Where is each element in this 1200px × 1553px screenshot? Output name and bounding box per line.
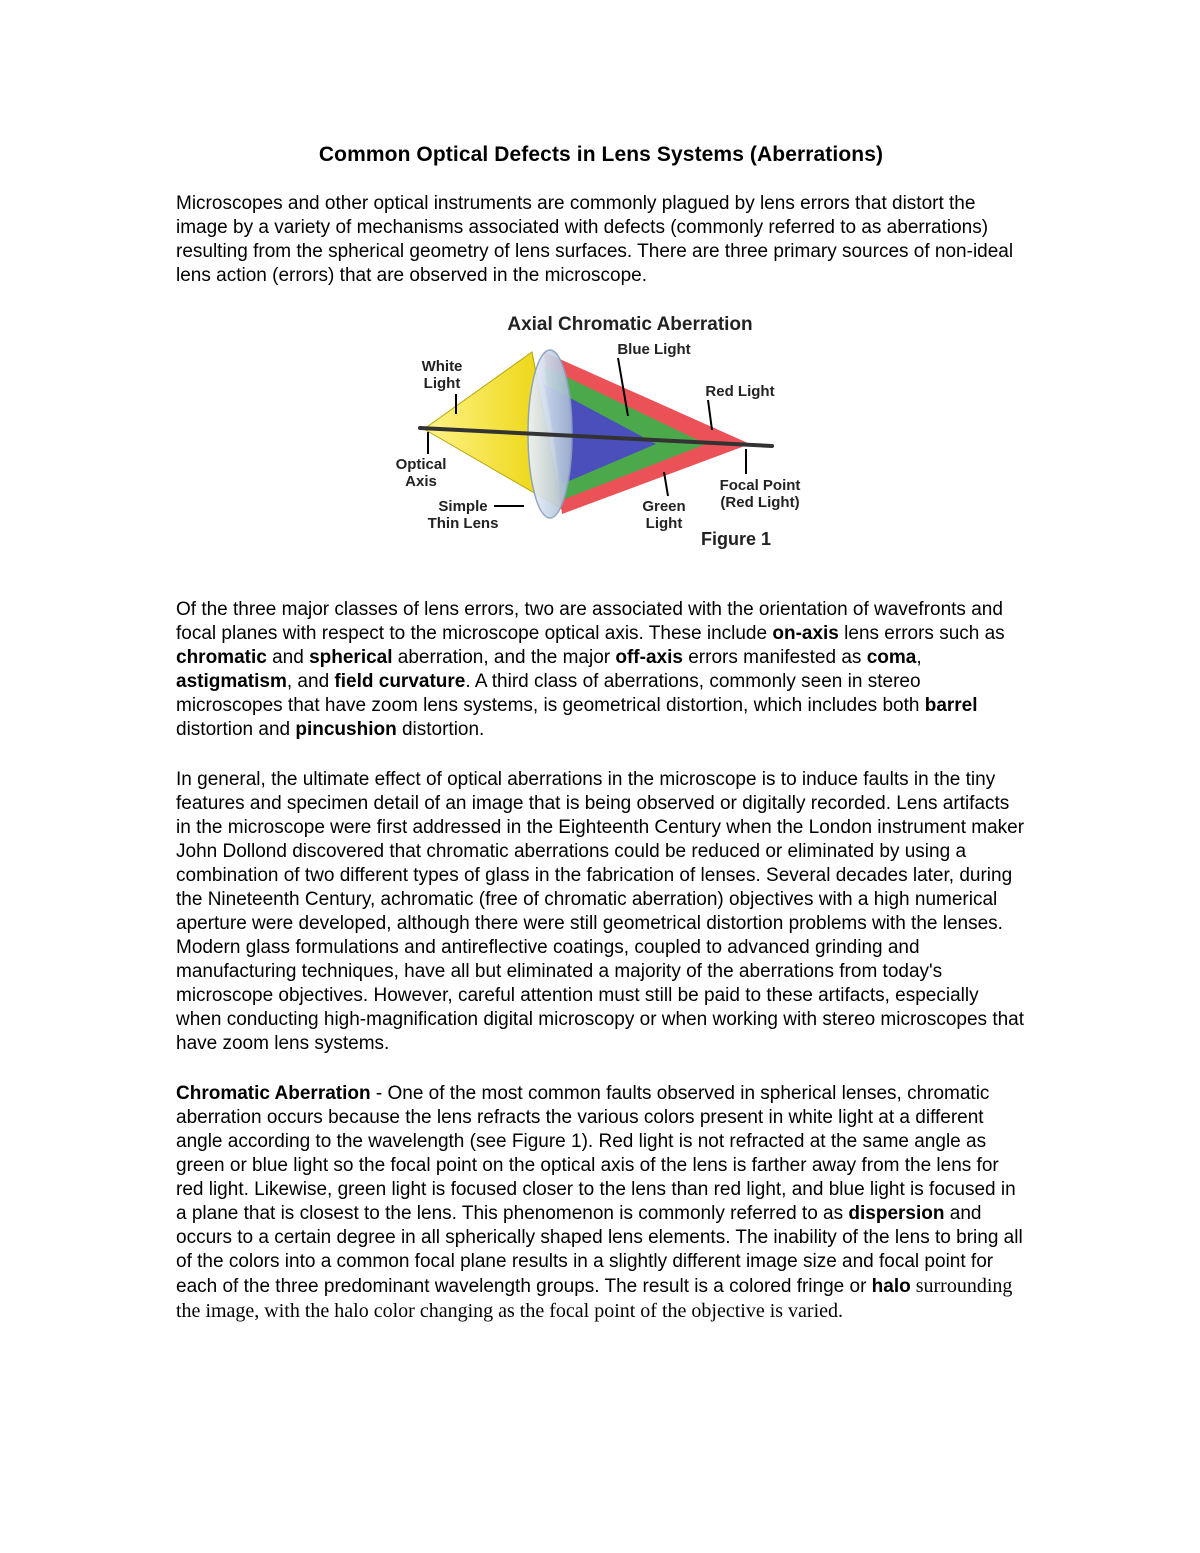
label-optical-axis-2: Axis: [405, 473, 437, 490]
label-white-light-1: White: [421, 358, 463, 375]
term-coma: coma: [866, 647, 917, 668]
term-chromatic: chromatic: [176, 647, 267, 668]
paragraph-chromatic-aberration: [176, 1082, 1026, 1324]
text: distortion and: [176, 719, 296, 740]
label-simple-lens-1: Simple: [438, 498, 488, 515]
text: image, with the halo color changing as the focal point of the objective is varied.: [200, 1300, 844, 1322]
text: lens errors such as: [838, 623, 1005, 644]
text: distortion.: [396, 719, 485, 740]
text: , and: [286, 671, 335, 692]
term-astigmatism: astigmatism: [176, 671, 287, 692]
label-green-light-1: Green: [642, 498, 686, 515]
text: and: [266, 647, 310, 668]
green-light-leader: [664, 472, 668, 496]
term-spherical: spherical: [309, 647, 393, 668]
spacer: [176, 1056, 1026, 1082]
term-dispersion: dispersion: [848, 1203, 945, 1224]
term-off-axis: off-axis: [615, 647, 683, 668]
term-on-axis: on-axis: [772, 623, 839, 644]
text: - One of the most common faults observed in spherical lenses, chromatic aberration occurs because the lens refracts the various colors present in white light at a different angle according to the wavelength (see Figure 1). Red light is not refracted at the same angle as green or blue light so the focal point on the optical axis of the lens is farther away from the lens for red light. Likewise, green light is focused closer to the lens than red light, and blue light is focused in a plane that is closest to the lens. This phenomenon is commonly referred to as: [176, 1083, 1016, 1224]
label-focal-point-1: Focal Point: [719, 477, 801, 494]
label-blue-light: Blue Light: [617, 341, 691, 358]
text: Of the three major classes of lens errors, two are associated with the orientation of wavefronts and focal planes with respect to the microscope optical axis. These include: [176, 599, 1003, 644]
document-title: Common Optical Defects in Lens Systems (Aberrations): [318, 143, 884, 166]
term-halo: halo: [871, 1276, 911, 1297]
label-white-light-2: Light: [423, 375, 461, 392]
text: . A third class of aberrations, commonly seen in stereo microscopes that have zoom lens systems, is geometrical distortion, which includes both: [176, 671, 925, 716]
red-light-leader: [708, 400, 712, 430]
label-green-light-2: Light: [645, 515, 683, 532]
paragraph-general-effect: In general, the ultimate effect of optical aberrations in the microscope is to induce faults in the tiny features and specimen detail of an image that is being observed or digitally recorded. Lens artifacts in the microscope were first addressed in the Eighteenth Century when the London instrument maker John Dollond discovered that chromatic aberrations could be reduced or eliminated by using a combination of two different types of glass in the fabrication of lenses. Several decades later, during the Nineteenth Century, achromatic (free of chromatic aberration) objectives with a high numerical aperture were developed, although there were still geometrical distortion problems with the lenses. Modern glass formulations and antireflective coatings, coupled to advanced grinding and manufacturing techniques, have all but eliminated a majority of the aberrations from today's microscope objectives. However, careful attention must still be paid to these artifacts, especially when conducting high-magnification digital microscopy or when working with stereo microscopes that have zoom lens systems.: [176, 769, 1025, 1054]
text: errors manifested as: [682, 647, 867, 668]
chromatic-aberration-diagram: [176, 304, 1026, 574]
intro-paragraph: Microscopes and other optical instruments are commonly plagued by lens errors that distort the image by a variety of mechanisms associated with defects (commonly referred to as aberrations) resulting from the spherical geometry of lens surfaces. There are three primary sources of non-ideal lens action (errors) that are observed in the microscope.: [176, 193, 1014, 286]
term-field-curvature: field curvature: [334, 671, 466, 692]
text: aberration, and the major: [392, 647, 616, 668]
label-focal-point-2: (Red Light): [720, 494, 800, 511]
figure-heading: Axial Chromatic Aberration: [507, 314, 753, 335]
term-chromatic-aberration: Chromatic Aberration: [176, 1083, 371, 1104]
paragraph-aberration-classes: [176, 598, 1026, 742]
label-red-light: Red Light: [705, 383, 775, 400]
term-pincushion: pincushion: [295, 719, 397, 740]
text: and occurs to a certain degree in all spherically shaped lens elements. The inability of the lens to bring all of the colors into a common focal plane results in a slightly different image size and focal point for each of the three predominant wavelength groups. The result is a colored fringe or: [176, 1203, 1023, 1297]
document-page: [176, 140, 1026, 1324]
figure-caption: Figure 1: [700, 529, 772, 549]
label-optical-axis-1: Optical: [395, 456, 447, 473]
term-barrel: barrel: [924, 695, 978, 716]
text: ,: [916, 647, 922, 668]
text: surrounding the: [176, 1275, 1013, 1322]
spacer: [176, 742, 1026, 768]
figure-1: [176, 304, 1026, 574]
label-simple-lens-2: Thin Lens: [427, 515, 499, 532]
